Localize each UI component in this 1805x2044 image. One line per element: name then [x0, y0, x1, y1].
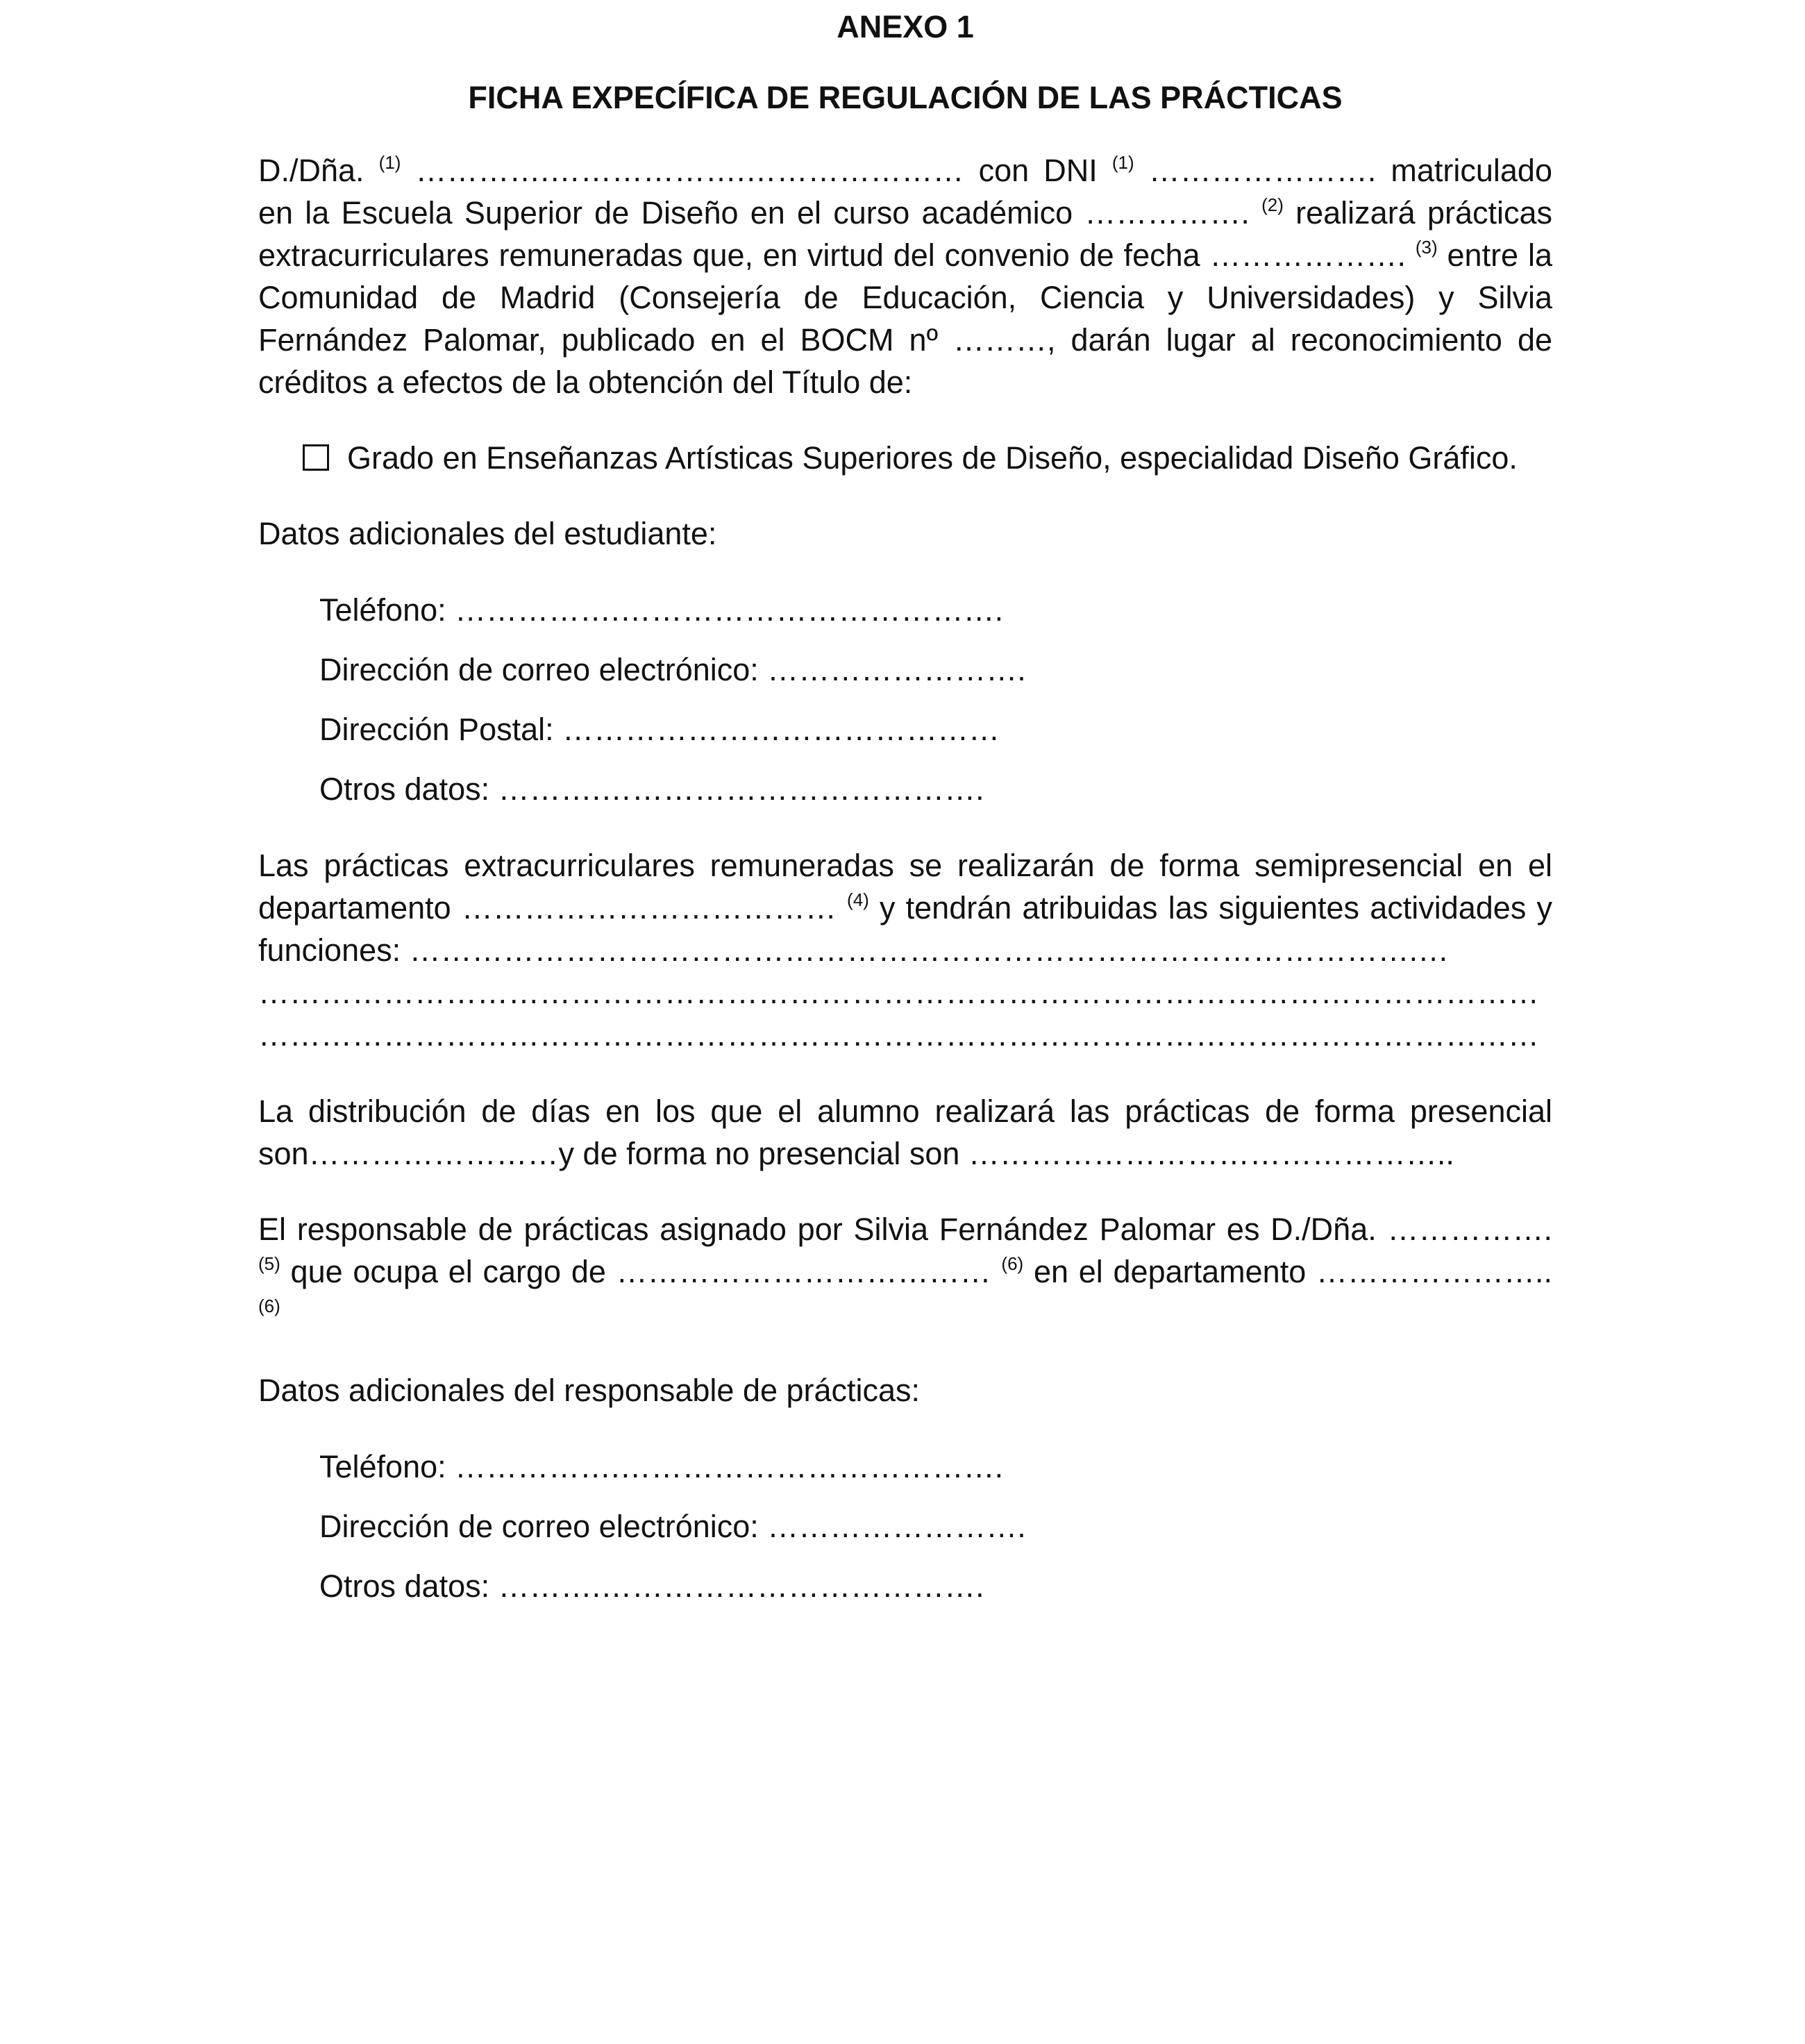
intro-text-2: ………….……………….………………… con DNI	[401, 153, 1112, 188]
degree-label: Grado en Enseñanzas Artísticas Superiores de Diseño, especialidad Diseño Gráfico.	[347, 440, 1518, 476]
practices-text-2: y tendrán atribuidas las siguientes actividades y funciones: …………………………………………………………………………………….…	[258, 890, 1552, 968]
student-postal-field: Dirección Postal: ……………………………………	[319, 712, 1000, 747]
footnote-ref: (5)	[258, 1253, 280, 1274]
functions-blank-line-2: ……………………………………………………………………………………………………………	[258, 975, 1539, 1010]
student-other-field: Otros datos: ……….……………………………….	[319, 771, 984, 807]
intro-text-5: entre la Comunidad de Madrid (Consejería de Educación, Ciencia y Universidades) y Silvia Fernández Palomar, publicado en el BOCM nº ………, darán lugar al reconocimiento de créditos a efectos de la obtención del Título de:	[258, 237, 1552, 400]
footnote-ref: (6)	[258, 1296, 280, 1316]
practices-text-1: Las prácticas extracurriculares remuneradas se realizarán de forma semipresencial en el departamento ………………………………	[258, 848, 1552, 925]
student-phone-field: Teléfono: …………….……………………………….	[319, 592, 1004, 628]
intro-text-3: …………………. matriculado en la Escuela Superior de Diseño en el curso académico …………….	[258, 153, 1552, 231]
form-title: FICHA EXPECÍFICA DE REGULACIÓN DE LAS PRÁCTICAS	[468, 80, 1343, 115]
supervisor-text-2: que ocupa el cargo de ………………………………	[280, 1254, 1002, 1289]
intro-text-4: realizará prácticas extracurriculares remuneradas que, en virtud del convenio de fecha ……………….	[258, 195, 1552, 273]
degree-option[interactable]	[303, 437, 1518, 479]
supervisor-data-heading: Datos adicionales del responsable de prácticas:	[258, 1373, 921, 1408]
student-data-heading: Datos adicionales del estudiante:	[258, 516, 717, 551]
degree-checkbox[interactable]	[303, 444, 329, 471]
supervisor-email-field: Dirección de correo electrónico: …………………….	[319, 1509, 1026, 1544]
practices-paragraph	[258, 844, 1552, 971]
supervisor-other-field: Otros datos: ……….……………………………….	[319, 1568, 984, 1604]
annex-title: ANEXO 1	[837, 9, 974, 44]
footnote-ref: (1)	[1111, 152, 1134, 173]
supervisor-text-1: El responsable de prácticas asignado por Silvia Fernández Palomar es D./Dña. …………….	[258, 1212, 1552, 1247]
student-email-field: Dirección de correo electrónico: …………………….	[319, 652, 1026, 687]
schedule-paragraph: La distribución de días en los que el alumno realizará las prácticas de forma presencial son……………………y de forma no presencial son ………………………………………..	[258, 1094, 1552, 1171]
functions-blank-line-3: ……………………………………………………………………………………………………………	[258, 1017, 1539, 1053]
footnote-ref: (4)	[847, 889, 869, 910]
footnote-ref: (6)	[1001, 1253, 1024, 1274]
supervisor-text-3: en el departamento …………………..	[1023, 1254, 1552, 1289]
intro-paragraph	[258, 149, 1552, 403]
footnote-ref: (2)	[1261, 194, 1284, 215]
supervisor-paragraph	[258, 1208, 1552, 1335]
footnote-ref: (1)	[378, 152, 401, 173]
intro-text-1: D./Dña.	[258, 153, 379, 188]
footnote-ref: (3)	[1415, 237, 1438, 258]
supervisor-phone-field: Teléfono: …………….……………………………….	[319, 1449, 1004, 1484]
